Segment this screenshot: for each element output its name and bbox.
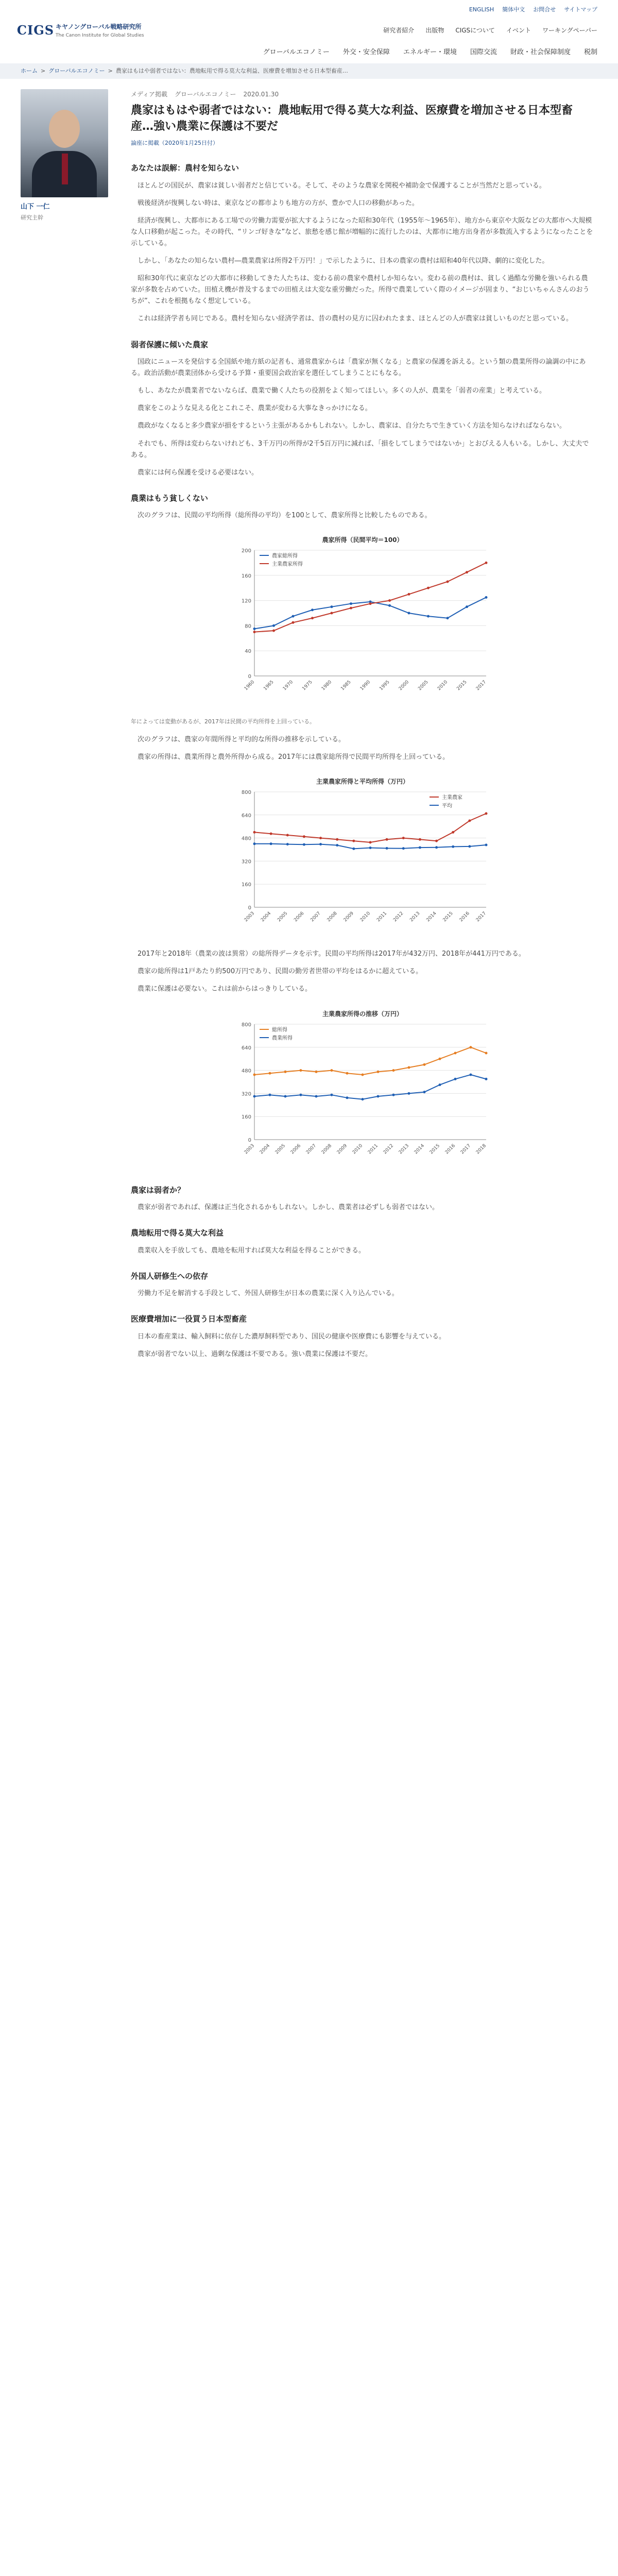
body-paragraph: 農業収入を手放しても、農地を転用すれば莫大な利益を得ることができる。 bbox=[138, 1246, 366, 1255]
photo-tie bbox=[62, 154, 68, 184]
x-tick-label: 2009 bbox=[342, 911, 355, 923]
data-point bbox=[284, 1070, 287, 1073]
data-point bbox=[485, 562, 488, 564]
data-point bbox=[253, 628, 256, 630]
logo-mark: CIGS bbox=[16, 23, 55, 38]
legend-label: 主業農家 bbox=[442, 795, 462, 801]
data-point bbox=[272, 630, 275, 632]
x-tick-label: 2004 bbox=[260, 911, 272, 923]
x-tick-label: 2017 bbox=[459, 1143, 472, 1155]
header bbox=[0, 15, 618, 45]
y-tick-label: 320 bbox=[241, 1091, 251, 1097]
x-tick-label: 2005 bbox=[277, 911, 289, 923]
data-point bbox=[253, 1073, 256, 1076]
chart-1 bbox=[229, 532, 496, 707]
data-point bbox=[272, 624, 275, 627]
data-point bbox=[331, 612, 333, 615]
data-point bbox=[315, 1070, 318, 1073]
data-point bbox=[303, 836, 305, 838]
x-tick-label: 1975 bbox=[301, 680, 314, 692]
data-point bbox=[270, 833, 272, 835]
author-sidebar bbox=[21, 89, 118, 1377]
x-tick-label: 1985 bbox=[340, 680, 352, 692]
y-tick-label: 120 bbox=[241, 599, 251, 605]
data-point bbox=[485, 1052, 488, 1054]
chart-3-wrap bbox=[131, 1006, 594, 1171]
data-point bbox=[352, 840, 355, 842]
x-tick-label: 2015 bbox=[456, 680, 468, 692]
article-source[interactable]: 論座に掲載（2020年1月25日付） bbox=[131, 140, 218, 147]
author-photo bbox=[21, 89, 108, 197]
data-point bbox=[485, 1077, 488, 1080]
data-point bbox=[427, 615, 430, 618]
data-point bbox=[419, 838, 421, 841]
data-point bbox=[423, 1063, 426, 1065]
section-3 bbox=[131, 948, 594, 995]
data-point bbox=[311, 609, 314, 612]
x-tick-label: 2018 bbox=[475, 1143, 488, 1155]
body-paragraph: 2017年と2018年（農業の波は異常）の総所得データを示す。民間の平均所得は2017年が432万円、2018年が441万円である。 bbox=[138, 950, 525, 958]
body-paragraph: これは経済学者も同じである。農村を知らない経済学者は、昔の農村の見方に囚われたまま、ほとんどの人が農家は貧しいものだと思っている。 bbox=[138, 315, 573, 323]
body-paragraph: 経済が復興し、大都市にある工場での労働力需要が拡大するようになった昭和30年代（1955年〜1965年）、地方から東京や大阪などの大都市へ大規模な人口移動が起こった。その時代、“リンゴ好きな”など、旅愁を感じ館が増幅的に流行したのは、大都市に地方出身者が多数流入するようになったことを示している。 bbox=[131, 216, 593, 248]
data-point bbox=[253, 631, 256, 634]
section-2 bbox=[131, 734, 594, 763]
data-point bbox=[392, 1069, 395, 1072]
data-point bbox=[439, 1057, 441, 1060]
sub-nav bbox=[0, 45, 618, 63]
data-point bbox=[377, 1095, 380, 1097]
data-point bbox=[427, 587, 430, 589]
closing-sections bbox=[131, 1184, 594, 1360]
data-point bbox=[468, 845, 471, 848]
breadcrumb-current: 農家はもはや弱者ではない：農地転用で得る莫大な利益、医療費を増加させる日本型畜産… bbox=[115, 67, 348, 74]
x-tick-label: 2007 bbox=[305, 1143, 318, 1155]
x-tick-label: 2012 bbox=[382, 1143, 395, 1155]
article-sub: グローバルエコノミー bbox=[175, 91, 236, 98]
chart-2-wrap bbox=[131, 773, 594, 938]
x-tick-label: 2013 bbox=[398, 1143, 410, 1155]
y-tick-label: 80 bbox=[245, 623, 251, 630]
section-heading: 農家は弱者か？ bbox=[131, 1185, 185, 1195]
data-point bbox=[452, 831, 454, 834]
data-point bbox=[331, 1093, 333, 1096]
data-point bbox=[454, 1052, 457, 1054]
data-point bbox=[311, 617, 314, 620]
x-tick-label: 1960 bbox=[243, 680, 256, 692]
data-point bbox=[419, 846, 421, 849]
subnav-international[interactable]: 国際交流 bbox=[470, 48, 497, 56]
data-point bbox=[284, 1095, 287, 1097]
body-paragraph: 農家の所得は、農業所得と農外所得から成る。2017年には農家総所得で民間平均所得を上回っている。 bbox=[138, 753, 450, 761]
top-links bbox=[0, 0, 618, 15]
x-tick-label: 2014 bbox=[413, 1143, 426, 1155]
body-paragraph: 労働力不足を解消する手段として、外国人研修生が日本の農業に深く入り込んでいる。 bbox=[138, 1290, 399, 1298]
data-point bbox=[331, 1069, 333, 1072]
body-paragraph: 日本の畜産業は、輸入飼料に依存した濃厚飼料型であり、国民の健康や医療費にも影響を与えている。 bbox=[138, 1332, 446, 1341]
nav-item-4[interactable]: イベント bbox=[506, 27, 531, 35]
logo-subtitle: The Canon Institute for Global Studies bbox=[56, 33, 144, 39]
data-point bbox=[377, 1070, 380, 1073]
section-heading: 弱者保護に傾いた農家 bbox=[131, 340, 209, 349]
logo-text bbox=[56, 22, 144, 40]
y-tick-label: 40 bbox=[245, 649, 251, 655]
y-tick-label: 200 bbox=[241, 548, 251, 554]
y-tick-label: 640 bbox=[241, 1045, 251, 1051]
chart-1-note: 年によっては変動があるが、2017年は民間の平均所得を上回っている。 bbox=[131, 718, 315, 725]
body-paragraph: それでも、所得は変わらないけれども、3千万円の所得が2千5百万円に減れば、「損をしてしまうではないか」とおびえる人もいる。しかし、大丈夫である。 bbox=[131, 439, 589, 459]
page-title: 農家はもはや弱者ではない：農地転用で得る莫大な利益、医療費を増加させる日本型畜産…強い農業に保護は不要だ bbox=[131, 104, 573, 133]
data-point bbox=[300, 1093, 302, 1096]
breadcrumb-home[interactable]: ホーム bbox=[21, 67, 38, 74]
data-point bbox=[270, 843, 272, 845]
body-paragraph: 農政がなくなると多少農家が損をするという主張があるかもしれない。しかし、農家は、自分たちで生きていく方法を知らなければならない。 bbox=[138, 422, 566, 430]
data-point bbox=[408, 612, 410, 615]
x-tick-label: 2004 bbox=[259, 1143, 271, 1155]
data-point bbox=[447, 581, 449, 583]
x-tick-label: 2011 bbox=[375, 911, 388, 923]
body-paragraph: 戦後経済が復興しない時は、東京などの都市よりも地方の方が、豊かで人口の移動があった。 bbox=[138, 199, 419, 207]
subnav-energy[interactable]: エネルギー・環境 bbox=[403, 48, 457, 56]
data-point bbox=[386, 838, 388, 841]
series-line bbox=[254, 563, 486, 632]
data-point bbox=[447, 617, 449, 620]
top-link-chinese[interactable]: 簡体中文 bbox=[502, 6, 525, 13]
section-heading: 農地転用で得る莫大な利益 bbox=[131, 1228, 224, 1238]
data-point bbox=[435, 840, 438, 842]
x-tick-label: 2003 bbox=[243, 911, 256, 923]
data-point bbox=[392, 1093, 395, 1096]
x-tick-label: 2008 bbox=[326, 911, 338, 923]
x-tick-label: 2010 bbox=[351, 1143, 364, 1155]
site-logo[interactable] bbox=[16, 20, 144, 42]
data-point bbox=[439, 1083, 441, 1086]
data-point bbox=[454, 1077, 457, 1080]
x-tick-label: 2000 bbox=[398, 680, 410, 692]
data-point bbox=[253, 843, 256, 845]
data-point bbox=[408, 593, 410, 596]
x-tick-label: 2005 bbox=[274, 1143, 287, 1155]
data-point bbox=[402, 848, 405, 850]
y-tick-label: 0 bbox=[248, 905, 251, 911]
data-point bbox=[331, 606, 333, 608]
nav-item-1[interactable]: 研究者紹介 bbox=[383, 27, 415, 35]
data-point bbox=[452, 845, 454, 848]
data-point bbox=[346, 1072, 349, 1074]
x-tick-label: 2009 bbox=[336, 1143, 349, 1155]
main-nav bbox=[383, 25, 597, 36]
x-tick-label: 2003 bbox=[243, 1143, 256, 1155]
data-point bbox=[336, 838, 338, 841]
subnav-economy[interactable]: グローバルエコノミー bbox=[263, 48, 330, 56]
breadcrumb-category[interactable]: グローバルエコノミー bbox=[48, 67, 105, 74]
author-title: 研究主幹 bbox=[21, 214, 43, 221]
breadcrumb-sep-2: > bbox=[108, 67, 113, 74]
legend-label: 農業所得 bbox=[272, 1035, 293, 1041]
subnav-tax[interactable]: 税制 bbox=[583, 48, 597, 56]
y-tick-label: 800 bbox=[241, 1022, 251, 1028]
data-point bbox=[470, 1046, 472, 1048]
y-tick-label: 160 bbox=[241, 573, 251, 580]
data-point bbox=[402, 837, 405, 839]
x-tick-label: 2007 bbox=[310, 911, 322, 923]
data-point bbox=[470, 1073, 472, 1076]
data-point bbox=[336, 844, 338, 846]
section-heading: 外国人研修生への依存 bbox=[131, 1271, 209, 1281]
data-point bbox=[386, 847, 388, 850]
x-tick-label: 2015 bbox=[442, 911, 454, 923]
data-point bbox=[468, 820, 471, 822]
chart-1-wrap bbox=[131, 532, 594, 707]
article-content bbox=[131, 89, 594, 1377]
data-point bbox=[253, 1095, 256, 1097]
data-point bbox=[315, 1095, 318, 1097]
data-point bbox=[319, 837, 322, 839]
x-tick-label: 1965 bbox=[263, 680, 275, 692]
data-point bbox=[286, 843, 289, 845]
x-tick-label: 2011 bbox=[367, 1143, 380, 1155]
photo-head bbox=[49, 110, 80, 148]
data-point bbox=[369, 846, 372, 849]
data-point bbox=[300, 1069, 302, 1072]
nav-item-2[interactable]: 出版物 bbox=[425, 27, 444, 35]
x-tick-label: 1970 bbox=[282, 680, 295, 692]
x-tick-label: 2017 bbox=[475, 680, 488, 692]
x-tick-label: 2006 bbox=[293, 911, 305, 923]
data-point bbox=[253, 831, 256, 834]
body-paragraph: 農家が弱者であれば、保護は正当化されるかもしれない。しかし、農業者は必ずしも弱者ではない。 bbox=[138, 1204, 439, 1212]
x-tick-label: 2014 bbox=[425, 911, 438, 923]
data-point bbox=[388, 600, 391, 602]
body-paragraph: 次のグラフは、農家の年間所得と平均的な所得の推移を示している。 bbox=[138, 736, 346, 744]
chart-title: 農家所得（民間平均＝100） bbox=[322, 536, 403, 544]
x-tick-label: 2005 bbox=[417, 680, 430, 692]
y-tick-label: 480 bbox=[241, 836, 251, 842]
top-link-sitemap[interactable]: サイトマップ bbox=[564, 6, 597, 13]
y-tick-label: 160 bbox=[241, 882, 251, 888]
chart-title: 主業農家所得の推移（万円） bbox=[322, 1010, 403, 1018]
data-point bbox=[319, 843, 322, 845]
x-tick-label: 2010 bbox=[359, 911, 372, 923]
breadcrumb bbox=[0, 63, 618, 79]
legend-label: 主業農家所得 bbox=[272, 562, 303, 568]
x-tick-label: 2006 bbox=[289, 1143, 302, 1155]
y-tick-label: 640 bbox=[241, 813, 251, 819]
data-point bbox=[292, 621, 295, 624]
body-paragraph: 農家が弱者でない以上、過剰な保護は不要である。強い農業に保護は不要だ。 bbox=[138, 1350, 372, 1358]
y-tick-label: 800 bbox=[241, 790, 251, 796]
logo-name: キヤノングローバル戦略研究所 bbox=[56, 23, 142, 30]
data-point bbox=[485, 812, 488, 815]
section-heading: あなたは誤解：農村を知らない bbox=[131, 163, 239, 173]
data-point bbox=[362, 1073, 364, 1076]
y-tick-label: 0 bbox=[248, 674, 251, 680]
data-point bbox=[388, 604, 391, 607]
main-area bbox=[0, 79, 618, 1387]
legend-label: 農家総所得 bbox=[272, 553, 298, 560]
data-point bbox=[369, 841, 372, 844]
author-name[interactable]: 山下 一仁 bbox=[21, 203, 50, 211]
sections-container bbox=[131, 162, 594, 521]
data-point bbox=[292, 615, 295, 618]
data-point bbox=[369, 603, 372, 605]
data-point bbox=[435, 846, 438, 849]
nav-item-3[interactable]: CIGSについて bbox=[455, 27, 495, 35]
x-tick-label: 2010 bbox=[436, 680, 449, 692]
section-heading: 農業はもう貧しくない bbox=[131, 493, 209, 503]
x-tick-label: 1980 bbox=[320, 680, 333, 692]
article-meta bbox=[131, 89, 594, 99]
x-tick-label: 2016 bbox=[458, 911, 471, 923]
top-link-english[interactable]: ENGLISH bbox=[469, 6, 494, 13]
data-point bbox=[485, 844, 488, 846]
body-paragraph: 昭和30年代に東京などの大都市に移動してきた人たちは、変わる前の農家や農村しか知らない。変わる前の農村は、貧しく過酷な労働を強いられる農家が多数を占めていた。田植え機が普及するまでの田植えは大変な重労働だった。所得で農業していく際のイメージが固まり、“おじいちゃんさんのおうちが”、これを根拠もなく想定している。 bbox=[131, 275, 590, 306]
data-point bbox=[350, 603, 352, 605]
body-paragraph: 農家をこのような見える化とこれこそ、農業が変わる大事なきっかけになる。 bbox=[138, 404, 372, 413]
data-point bbox=[408, 1066, 410, 1069]
y-tick-label: 160 bbox=[241, 1114, 251, 1120]
body-paragraph: 農家には何ら保護を受ける必要はない。 bbox=[138, 468, 259, 477]
x-tick-label: 1990 bbox=[359, 680, 372, 692]
x-tick-label: 2012 bbox=[392, 911, 405, 923]
body-paragraph: しかし、「あなたの知らない農村―農業農家は所得2千万円！」で示したように、日本の農家の農村は昭和40年代以降、劇的に変化した。 bbox=[138, 257, 549, 265]
x-tick-label: 2017 bbox=[475, 911, 488, 923]
data-point bbox=[423, 1091, 426, 1093]
chart-3 bbox=[229, 1006, 496, 1171]
data-point bbox=[485, 596, 488, 599]
data-point bbox=[350, 607, 352, 609]
data-point bbox=[269, 1093, 271, 1096]
x-tick-label: 1995 bbox=[379, 680, 391, 692]
data-point bbox=[346, 1096, 349, 1099]
series-line bbox=[254, 1075, 486, 1099]
data-point bbox=[286, 834, 289, 837]
breadcrumb-sep: > bbox=[41, 67, 46, 74]
x-tick-label: 2016 bbox=[444, 1143, 457, 1155]
section-heading: 医療費増加に一役買う日本型畜産 bbox=[131, 1314, 247, 1324]
x-tick-label: 2013 bbox=[409, 911, 421, 923]
x-tick-label: 2008 bbox=[320, 1143, 333, 1155]
body-paragraph: 農家の総所得は1戸あたり約500万円であり、民間の勤労者世帯の平均をはるかに超えている。 bbox=[138, 968, 423, 976]
subnav-diplomacy[interactable]: 外交・安全保障 bbox=[342, 48, 390, 56]
body-paragraph: ほとんどの国民が、農家は貧しい弱者だと信じている。そして、そのような農家を関税や補助金で保護することが当然だと思っている。 bbox=[138, 181, 546, 190]
data-point bbox=[466, 606, 468, 608]
article-date: 2020.01.30 bbox=[243, 91, 279, 98]
top-link-contact[interactable]: お問合せ bbox=[533, 6, 556, 13]
data-point bbox=[352, 848, 355, 850]
body-paragraph: 農業に保護は必要ない。これは前からはっきりしている。 bbox=[138, 985, 312, 993]
data-point bbox=[408, 1092, 410, 1094]
data-point bbox=[303, 843, 305, 846]
y-tick-label: 0 bbox=[248, 1137, 251, 1143]
nav-item-5[interactable]: ワーキングペーパー bbox=[542, 27, 597, 35]
x-tick-label: 2015 bbox=[428, 1143, 441, 1155]
y-tick-label: 320 bbox=[241, 859, 251, 865]
chart-title: 主業農家所得と平均所得（万円） bbox=[316, 778, 409, 786]
data-point bbox=[362, 1098, 364, 1100]
legend-label: 総所得 bbox=[272, 1027, 287, 1033]
body-paragraph: もし、あなたが農業者でないならば、農業で働く人たちの役割をよく知ってほしい。多くの人が、農業を「弱者の産業」と考えている。 bbox=[138, 387, 546, 395]
legend-label: 平均 bbox=[442, 803, 452, 809]
data-point bbox=[269, 1072, 271, 1074]
body-paragraph: 次のグラフは、民間の平均所得（総所得の平均）を100として、農家所得と比較したものである。 bbox=[138, 512, 432, 520]
body-paragraph: 国政にニュースを発信する全国紙や地方紙の記者も、通常農家からは「農家が無くなる」と農家の保護を訴える。という類の農業所得の論調の中にある。政治活動が農業団体から受ける予算・重要国会政治家を選任してしまうことにもなる。 bbox=[131, 358, 586, 378]
y-tick-label: 480 bbox=[241, 1068, 251, 1074]
subnav-finance[interactable]: 財政・社会保障制度 bbox=[510, 48, 571, 56]
chart-2 bbox=[229, 773, 496, 938]
data-point bbox=[466, 571, 468, 574]
article-category: メディア掲載 bbox=[131, 91, 168, 98]
